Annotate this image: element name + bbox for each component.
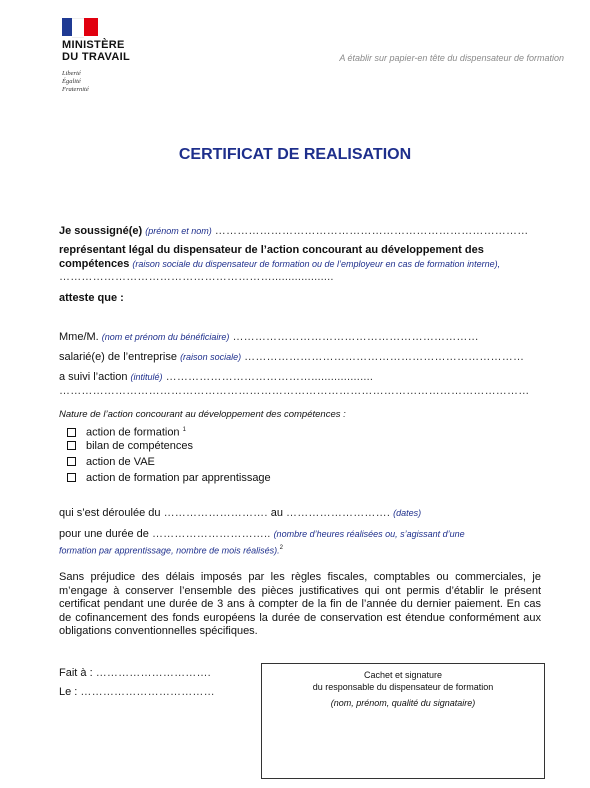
ministry-line1: MINISTÈRE [62,39,125,51]
fait-field[interactable]: …………………………. [95,667,211,679]
representant-block [59,244,543,285]
representant-hint: (raison sociale du dispensateur de formation ou de l’employeur en cas de formation interne), [132,258,501,269]
representant-field[interactable]: …………………………………………………................... [59,271,334,283]
atteste-label: atteste que : [59,292,124,304]
letterhead-note: A établir sur papier-en tête du dispensateur de formation [339,53,564,63]
checkbox-apprentissage[interactable] [67,473,76,482]
document-title: CERTIFICAT DE REALISATION [178,146,412,163]
soussigne-field[interactable]: ………………………………………………………………………… [214,225,529,237]
option-vae-label: action de VAE [86,456,155,468]
le-line [59,686,215,699]
motto-fraternite: Fraternité [62,86,89,93]
action-field[interactable]: …………………………………................... [165,371,374,383]
action-hint: (intitulé) [130,372,163,382]
nature-label: Nature de l’action concourant au développement des compétences : [59,409,346,420]
checkbox-vae[interactable] [67,457,76,466]
fait-line [59,667,211,680]
le-label: Le : [59,686,78,698]
conservation-paragraph: Sans préjudice des délais imposés par les règles fiscales, comptables ou commerciales, je m’engage à conserver l’ensemble des pièces justificatives qui ont permis d’établir le présent certificat pendant une durée de 3 ans à compter de la fin de l’année du dernier paiement. En cas de cofinancement des fonds européens la durée de conservation est étendue conformément aux obligations conventionnelles spécifiques. [59,571,541,637]
ministry-name [62,39,130,63]
signature-box-subtitle: du responsable du dispensateur de formation [312,682,494,692]
beneficiaire-label: Mme/M. [59,331,99,343]
motto-liberte: Liberté [62,70,81,77]
duree-hint-line1: (nombre d’heures réalisées ou, s’agissant d’une [273,529,465,539]
footnote-1-marker: 1 [182,427,186,433]
ministry-line2: DU TRAVAIL [62,51,130,63]
footnote-2-marker: 2 [279,545,283,551]
option-bilan-label: bilan de compétences [86,440,194,452]
beneficiaire-hint: (nom et prénom du bénéficiaire) [101,332,230,342]
salarie-line [59,351,540,364]
option-formation[interactable] [67,424,186,440]
duree-field[interactable]: ………………………….. [151,528,271,540]
checkbox-bilan[interactable] [67,441,76,450]
soussigne-label: Je soussigné(e) [59,225,143,237]
action-continuation-field[interactable]: ……………………………………………………………………………………………………………… [59,385,530,397]
dates-hint: (dates) [393,508,422,518]
flag-blue-band [62,18,72,36]
option-apprentissage-label: action de formation par apprentissage [86,472,271,484]
signature-box-hint: (nom, prénom, qualité du signataire) [330,698,476,708]
representant-label: représentant légal du dispensateur de l’action concourant au développement des compétences [59,244,484,270]
le-field[interactable]: ……………………………… [80,686,215,698]
date-from-field[interactable]: ………………………. [163,507,268,519]
flag-white-band [72,18,84,38]
salarie-field[interactable]: ………………………………………………………………… [244,351,525,363]
checkbox-formation[interactable] [67,428,76,437]
action-label: a suivi l’action [59,371,128,383]
duree-hint-line2: formation par apprentissage, nombre de mois réalisés). [59,545,280,556]
motto-egalite: Égalité [62,78,81,85]
option-bilan[interactable] [67,440,193,453]
dates-line [59,507,540,520]
marianne-logo-flag [62,18,98,36]
signature-box-title: Cachet et signature [363,670,443,680]
soussigne-hint: (prénom et nom) [145,226,212,236]
fait-label: Fait à : [59,667,93,679]
action-line [59,371,540,384]
salarie-label: salarié(e) de l’entreprise [59,351,177,363]
soussigne-line [59,225,540,238]
salarie-hint: (raison sociale) [180,352,242,362]
date-from-label: qui s’est déroulée du [59,507,161,519]
beneficiaire-line [59,331,540,344]
date-to-label: au [270,507,283,519]
option-vae[interactable] [67,456,155,469]
option-formation-label: action de formation [86,426,180,439]
option-apprentissage[interactable] [67,472,271,485]
date-to-field[interactable]: ………………………. [286,507,391,519]
flag-red-band [84,18,98,36]
beneficiaire-field[interactable]: ………………………………………………………… [232,331,479,343]
duree-label: pour une durée de [59,528,149,540]
signature-box[interactable] [261,663,545,779]
republic-motto [62,70,89,94]
duree-block [59,527,543,558]
